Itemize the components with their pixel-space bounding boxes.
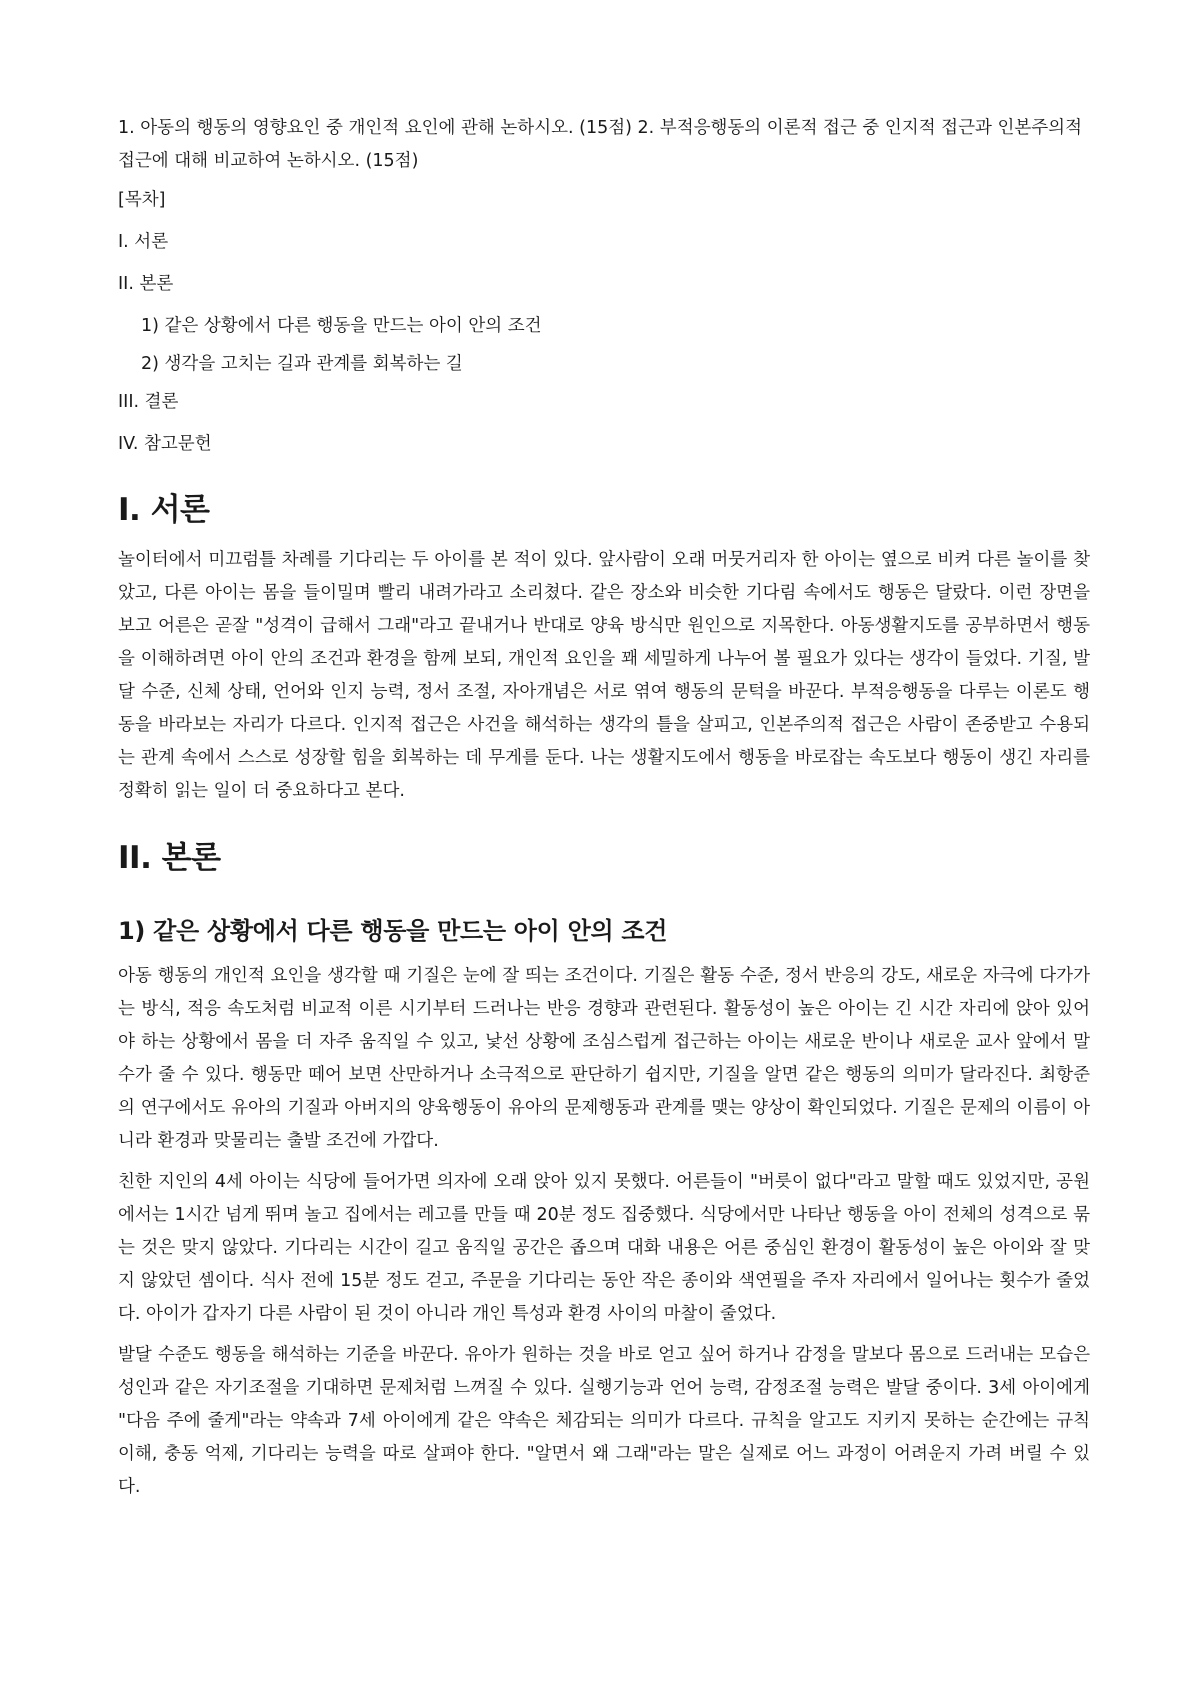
subsection-1-paragraph: 발달 수준도 행동을 해석하는 기준을 바꾼다. 유아가 원하는 것을 바로 얻고 싶어 하거나 감정을 말보다 몸으로 드러내는 모습은 성인과 같은 자기조절을 기대하면 문제처럼 느껴질 수 있다. 실행기능과 언어 능력, 감정조절 능력은 발달 중이다. 3세 아이에게 "다음 주에 줄게"라는 약속과 7세 아이에게 같은 약속은 체감되는 의미가 다르다. 규칙을 알고도 지키지 못하는 순간에는 규칙 이해, 충동 억제, 기다리는 능력을 따로 살펴야 한다. "알면서 왜 그래"라는 말은 실제로 어느 과정이 어려운지 가려 버릴 수 있다. xyxy=(118,1345,1090,1497)
toc-item-body: II. 본론 xyxy=(118,274,174,294)
toc-item-intro: I. 서론 xyxy=(118,232,169,252)
document-page xyxy=(118,112,1090,1512)
intro-paragraph: 놀이터에서 미끄럼틀 차례를 기다리는 두 아이를 본 적이 있다. 앞사람이 오래 머뭇거리자 한 아이는 옆으로 비켜 다른 놀이를 찾았고, 다른 아이는 몸을 들이밀며 빨리 내려가라고 소리쳤다. 같은 장소와 비슷한 기다림 속에서도 행동은 달랐다. 이런 장면을 보고 어른은 곧잘 "성격이 급해서 그래"라고 끝내거나 반대로 양육 방식만 원인으로 지목한다. 아동생활지도를 공부하면서 행동을 이해하려면 아이 안의 조건과 환경을 함께 보되, 개인적 요인을 꽤 세밀하게 나누어 볼 필요가 있다는 생각이 들었다. 기질, 발달 수준, 신체 상태, 언어와 인지 능력, 정서 조절, 자아개념은 서로 엮여 행동의 문턱을 바꾼다. 부적응행동을 다루는 이론도 행동을 바라보는 자리가 다르다. 인지적 접근은 사건을 해석하는 생각의 틀을 살피고, 인본주의적 접근은 사람이 존중받고 수용되는 관계 속에서 스스로 성장할 힘을 회복하는 데 무게를 둔다. 나는 생활지도에서 행동을 바로잡는 속도보다 행동이 생긴 자리를 정확히 읽는 일이 더 중요하다고 본다. xyxy=(118,550,1090,801)
toc-item-references: IV. 참고문헌 xyxy=(118,434,212,454)
assignment-question: 1. 아동의 행동의 영향요인 중 개인적 요인에 관해 논하시오. (15점) 2. 부적응행동의 이론적 접근 중 인지적 접근과 인본주의적 접근에 대해 비교하여 논하시오. (15점) xyxy=(118,118,1082,171)
subsection-1-heading: 1) 같은 상황에서 다른 행동을 만드는 아이 안의 조건 xyxy=(118,917,668,945)
toc-item-body-sub2: 2) 생각을 고치는 길과 관계를 회복하는 길 xyxy=(141,354,463,374)
intro-heading: I. 서론 xyxy=(118,492,210,528)
table-of-contents xyxy=(118,188,1090,456)
toc-item-body-sub1: 1) 같은 상황에서 다른 행동을 만드는 아이 안의 조건 xyxy=(141,316,542,336)
subsection-1-paragraph: 친한 지인의 4세 아이는 식당에 들어가면 의자에 오래 앉아 있지 못했다. 어른들이 "버릇이 없다"라고 말할 때도 있었지만, 공원에서는 1시간 넘게 뛰며 놀고 집에서는 레고를 만들 때 20분 정도 집중했다. 식당에서만 나타난 행동을 아이 전체의 성격으로 묶는 것은 맞지 않았다. 기다리는 시간이 길고 움직일 공간은 좁으며 대화 내용은 어른 중심인 환경이 활동성이 높은 아이와 잘 맞지 않았던 셈이다. 식사 전에 15분 정도 걷고, 주문을 기다리는 동안 작은 종이와 색연필을 주자 자리에서 일어나는 횟수가 줄었다. 아이가 갑자기 다른 사람이 된 것이 아니라 개인 특성과 환경 사이의 마찰이 줄었다. xyxy=(118,1172,1090,1324)
body-heading: II. 본론 xyxy=(118,840,221,876)
toc-title: [목차] xyxy=(118,190,166,210)
subsection-1-paragraph: 아동 행동의 개인적 요인을 생각할 때 기질은 눈에 잘 띄는 조건이다. 기질은 활동 수준, 정서 반응의 강도, 새로운 자극에 다가가는 방식, 적응 속도처럼 비교적 이른 시기부터 드러나는 반응 경향과 관련된다. 활동성이 높은 아이는 긴 시간 자리에 앉아 있어야 하는 상황에서 몸을 더 자주 움직일 수 있고, 낯선 상황에 조심스럽게 접근하는 아이는 새로운 반이나 새로운 교사 앞에서 말수가 줄 수 있다. 행동만 떼어 보면 산만하거나 소극적으로 판단하기 쉽지만, 기질을 알면 같은 행동의 의미가 달라진다. 최항준의 연구에서도 유아의 기질과 아버지의 양육행동이 유아의 문제행동과 관계를 맺는 양상이 확인되었다. 기질은 문제의 이름이 아니라 환경과 맞물리는 출발 조건에 가깝다. xyxy=(118,966,1090,1151)
toc-item-conclusion: III. 결론 xyxy=(118,392,179,412)
